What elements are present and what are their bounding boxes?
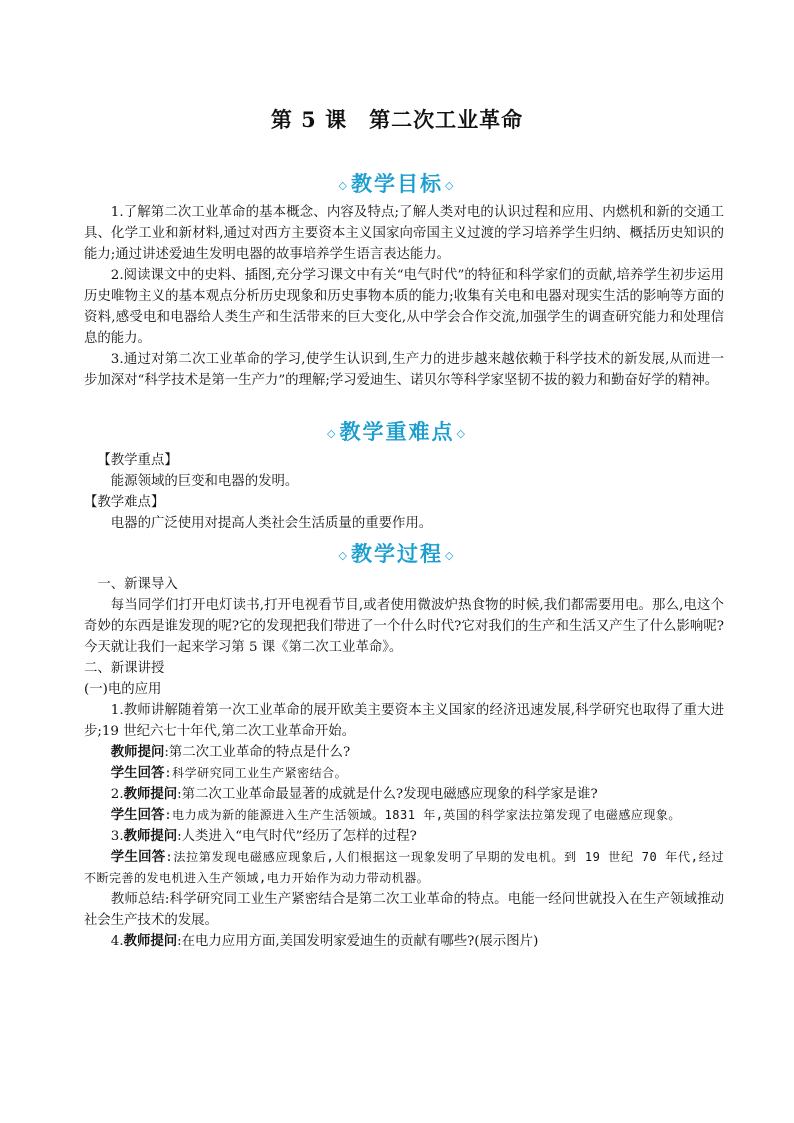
answer-label: 学生回答 [110, 849, 166, 865]
process-block [84, 574, 724, 952]
lesson-title: 第 5 课 第二次工业革命 [270, 107, 524, 132]
question-label: 教师提问 [123, 786, 178, 802]
question-4 [84, 931, 724, 952]
answer-text: :电力成为新的能源进入生产生活领域。1831 年,英国的科学家法拉第发现了电磁感应现象。 [164, 808, 681, 822]
focus-text: 能源领域的巨变和电器的发明。 [110, 474, 299, 489]
difficulty-text: 电器的广泛使用对提高人类社会生活质量的重要作用。 [110, 516, 433, 531]
question-text: :在电力应用方面,美国发明家爱迪生的贡献有哪些?(展示图片) [177, 934, 539, 949]
section-heading-text: 教学重难点 [339, 419, 455, 444]
diamond-icon: ◇ [338, 179, 349, 192]
section-heading-text: 教学过程 [351, 541, 443, 566]
key-points-block [84, 450, 724, 534]
teacher-summary [84, 889, 724, 931]
section-heading-process [0, 538, 794, 568]
paragraph-1: 1.教师讲解随着第一次工业革命的展开欧美主要资本主义国家的经济迅速发展,科学研究也取得了重大进步;19 世纪六七十年代,第二次工业革命开始。 [84, 703, 724, 739]
goal-paragraph: 1.了解第二次工业革命的基本概念、内容及特点;了解人类对电的认识过程和应用、内燃机和新的交通工具、化学工业和新材料,通过对西方主要资本主义国家向帝国主义过渡的学习培养学生归纳、概括历史知识的能力;通过讲述爱迪生发明电器的故事培养学生语言表达能力。 [84, 205, 724, 262]
question-2 [84, 784, 724, 805]
question-label: 教师提问 [123, 933, 178, 949]
question-3 [84, 826, 724, 847]
answer-1 [84, 763, 724, 784]
diamond-icon: ◇ [338, 549, 349, 562]
difficulty-label: 【教学难点】 [84, 495, 165, 510]
summary-label: 教师总结 [110, 892, 165, 907]
question-label: 教师提问 [123, 828, 178, 844]
answer-3 [84, 847, 724, 889]
goals-block [84, 202, 724, 391]
item-number: 2. [110, 787, 124, 802]
answer-text: :科学研究同工业生产紧密结合。 [164, 766, 348, 780]
goal-paragraph: 3.通过对第二次工业革命的学习,使学生认识到,生产力的进步越来越依赖于科学技术的新发展,从而进一步加深对“科学技术是第一生产力”的理解;学习爱迪生、诺贝尔等科学家坚韧不拔的毅力和勤奋好学的精神。 [84, 352, 724, 388]
answer-label: 学生回答 [110, 765, 165, 781]
question-text: :第二次工业革命最显著的成就是什么?发现电磁感应现象的科学家是谁? [177, 787, 598, 802]
answer-label: 学生回答 [110, 807, 165, 823]
goal-paragraph: 2.阅读课文中的史料、插图,充分学习课文中有关“电气时代”的特征和科学家们的贡献,培养学生初步运用历史唯物主义的基本观点分析历史现象和历史事物本质的能力;收集有关电和电器对现实生活的影响等方面的资料,感受电和电器给人类生产和生活带来的巨大变化,从中学会合作交流,加强学生的调查研究能力和处理信息的能力。 [84, 268, 724, 346]
question-text: :人类进入“电气时代”经历了怎样的过程? [177, 829, 417, 844]
diamond-icon: ◇ [445, 549, 456, 562]
section-heading-goals [0, 168, 794, 198]
section-heading-key-points [0, 416, 794, 446]
answer-2 [84, 805, 724, 826]
summary-text: :科学研究同工业生产紧密结合是第二次工业革命的特点。电能一经问世就投入在生产领域推动社会生产技术的发展。 [84, 892, 724, 928]
section-heading-text: 教学目标 [351, 171, 443, 196]
item-number: 3. [110, 829, 124, 844]
intro-paragraph: 每当同学们打开电灯读书,打开电视看节目,或者使用微波炉热食物的时候,我们都需要用电。那么,电这个奇妙的东西是谁发现的呢?它的发现把我们带进了一个什么时代?它对我们的生产和生活又产生了什么影响呢?今天就让我们一起来学习第 5 课《第二次工业革命》。 [84, 598, 724, 655]
diamond-icon: ◇ [327, 427, 338, 440]
diamond-icon: ◇ [445, 179, 456, 192]
diamond-icon: ◇ [456, 427, 467, 440]
subheading-lecture: 二、新课讲授 [84, 661, 165, 676]
answer-text: :法拉第发现电磁感应现象后,人们根据这一现象发明了早期的发电机。到 19 世纪 70 年代,经过不断完善的发电机进入生产领域,电力开始作为动力带动机器。 [84, 850, 725, 885]
focus-label: 【教学重点】 [97, 453, 178, 468]
subheading-intro: 一、新课导入 [97, 577, 178, 592]
question-1 [84, 742, 724, 763]
question-label: 教师提问 [110, 744, 165, 760]
item-number: 4. [110, 934, 124, 949]
question-text: :第二次工业革命的特点是什么? [164, 745, 351, 760]
subheading-electricity: (一)电的应用 [84, 682, 162, 697]
